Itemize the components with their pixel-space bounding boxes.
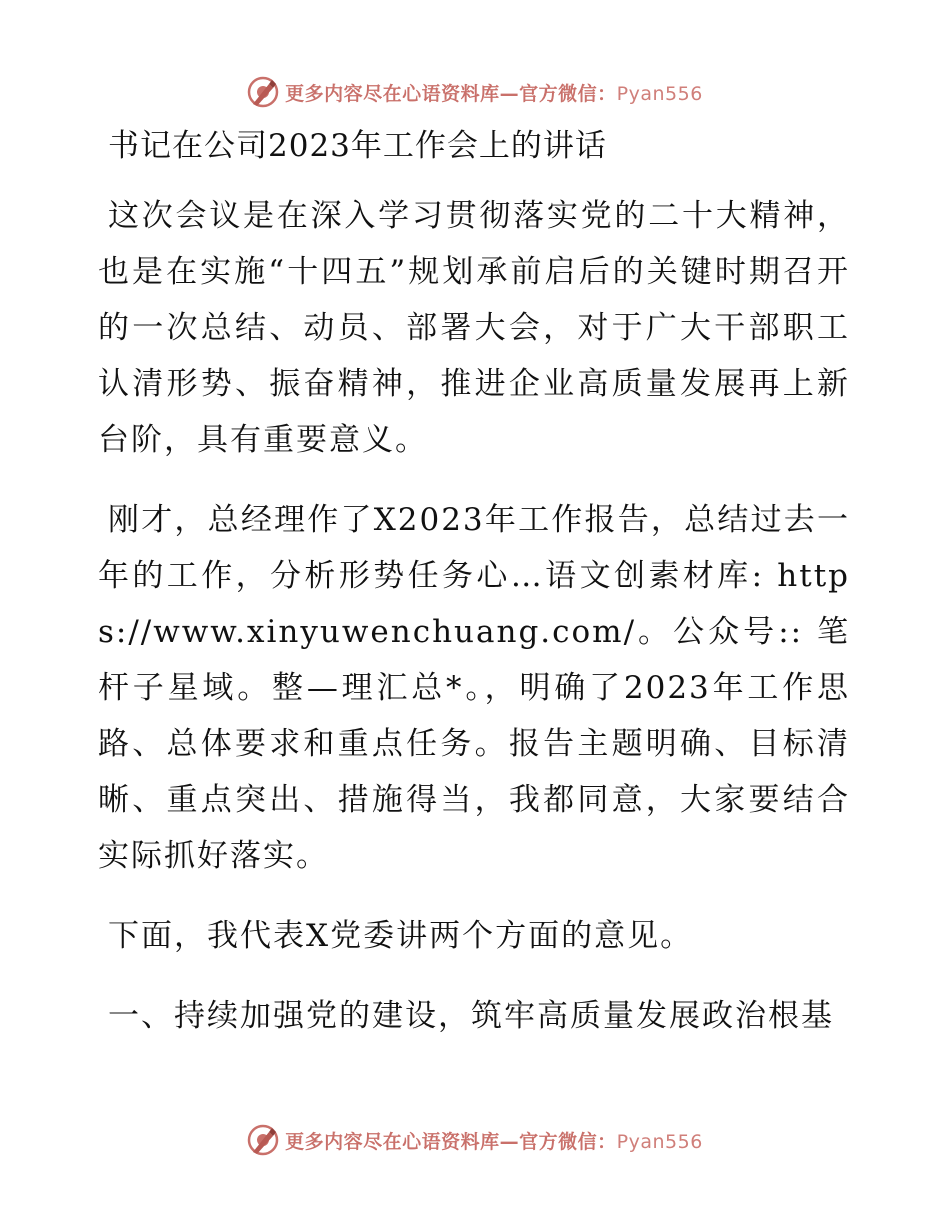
wechat-id: Pyan556 <box>616 1130 703 1153</box>
watermark-text: 更多内容尽在心语资料库—官方微信：Pyan556 <box>285 1130 703 1153</box>
pen-logo-icon <box>247 1124 279 1156</box>
pen-logo-icon <box>247 76 279 108</box>
section-heading: 一、持续加强党的建设，筑牢高质量发展政治根基 <box>108 998 834 1034</box>
footer-watermark <box>0 1120 950 1160</box>
document-body <box>98 124 850 1044</box>
wechat-id: Pyan556 <box>616 82 703 105</box>
document-title: 书记在公司2023年工作会上的讲话 <box>108 128 607 164</box>
paragraph-2: 刚才，总经理作了X2023年工作报告，总结过去一年的工作，分析形势任务心…语文创素材库: https://www.xinyuwenchuang.com/。公众号:: 笔杆子星域。整—理汇总*。，明确了2023年工作思路、总体要求和重点任务。报告主题明确、目标清晰、重点突出、措施得当，我都同意，大家要结合实际抓好落实。 <box>98 502 851 874</box>
watermark-text: 更多内容尽在心语资料库—官方微信：Pyan556 <box>285 82 703 105</box>
header-watermark <box>0 72 950 112</box>
paragraph-3: 下面，我代表X党委讲两个方面的意见。 <box>108 918 694 954</box>
paragraph-1: 这次会议是在深入学习贯彻落实党的二十大精神，也是在实施“十四五”规划承前启后的关键时期召开的一次总结、动员、部署大会，对于广大干部职工认清形势、振奋精神，推进企业高质量发展再上新台阶，具有重要意义。 <box>98 198 850 458</box>
